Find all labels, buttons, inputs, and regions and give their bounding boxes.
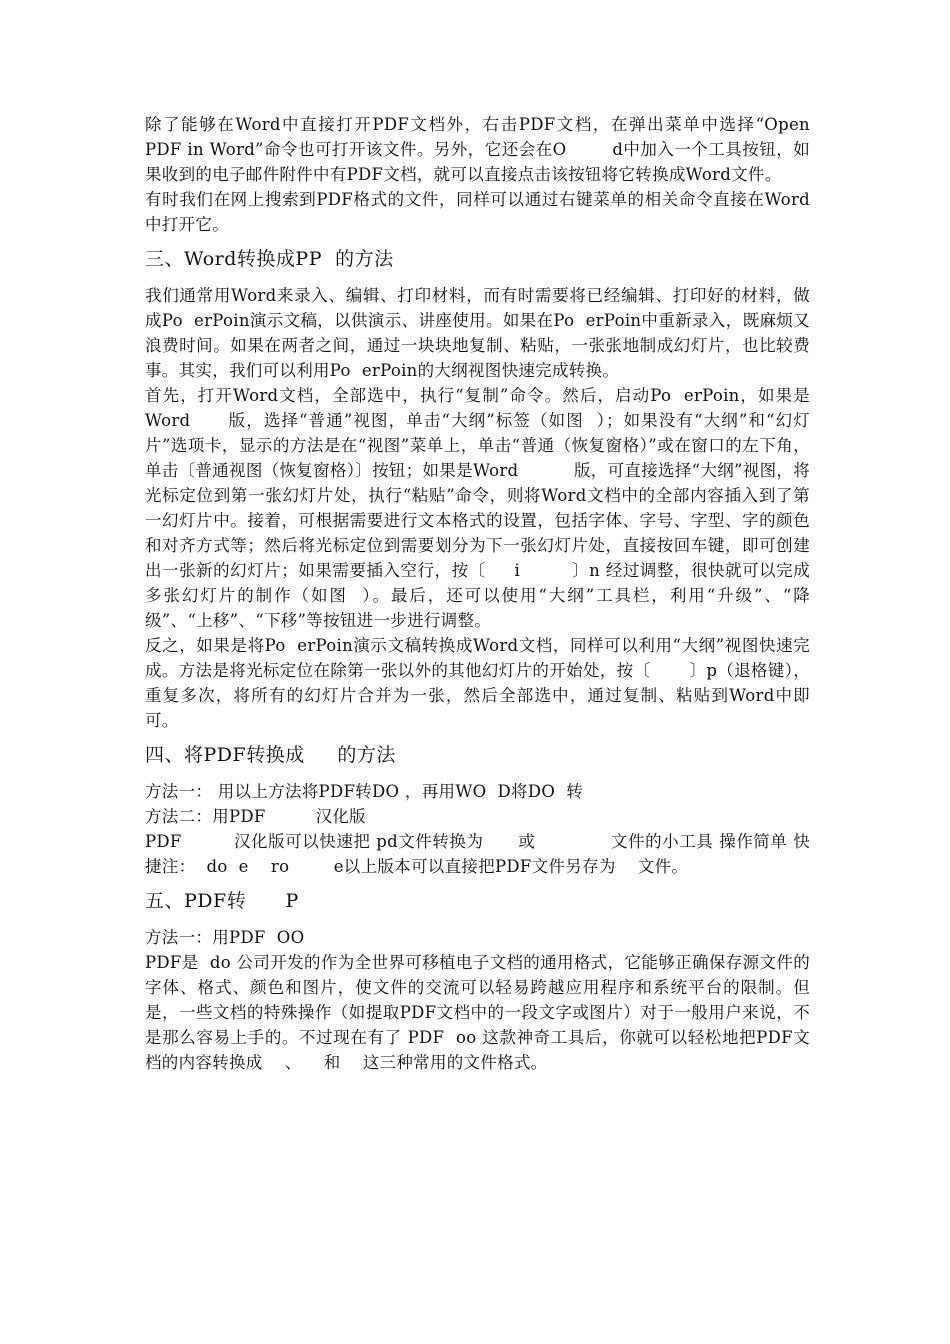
paragraph: PDF是 do 公司开发的作为全世界可移植电子文档的通用格式，它能够正确保存源文件的字体、格式、颜色和图片，使文件的交流可以轻易跨越应用程序和系统平台的限制。但是，一些文档的特殊操作（如提取PDF文档中的一段文字或图片）对于一般用户来说，不是那么容易上手的。不过现在有了 PDF oo 这款神奇工具后，你就可以轻松地把PDF文档的内容转换成 、 和 这三种常用的文件格式。 xyxy=(145,953,810,1072)
section-heading: 四、将PDF转换成 的方法 xyxy=(145,744,396,766)
section-intro xyxy=(145,112,816,237)
paragraph: 方法一：用PDF OO xyxy=(145,928,305,947)
paragraph: 方法一： 用以上方法将PDF转DO ，再用WO D将DO 转 xyxy=(145,782,584,801)
section-heading: 五、PDF转 P xyxy=(145,890,299,912)
section-4 xyxy=(145,741,810,879)
paragraph: 除了能够在Word中直接打开PDF文档外，右击PDF文档，在弹出菜单中选择“Open PDF in Word”命令也可打开该文件。另外，它还会在O d中加入一个工具按钮，如果收到的电子邮件附件中有PDF文档，就可以直接点击该按钮将它转换成Word文件。 xyxy=(145,115,816,184)
paragraph: 首先，打开Word文档，全部选中，执行“复制”命令。然后，启动Po erPoin，如果是Word 版，选择“普通”视图，单击“大纲”标签（如图 ）；如果没有“大纲”和“幻灯片”选项卡，显示的方法是在“视图”菜单上，单击“普通（恢复窗格）”或在窗口的左下角，单击〔普通视图（恢复窗格）〕按钮；如果是Word 版，可直接选择“大纲”视图，将光标定位到第一张幻灯片处，执行“粘贴”命令，则将Word文档中的全部内容插入到了第一幻灯片中。接着，可根据需要进行文本格式的设置，包括字体、字号、字型、字的颜色和对齐方式等；然后将光标定位到需要划分为下一张幻灯片处，直接按回车键，即可创建出一张新的幻灯片；如果需要插入空行，按〔 i 〕n 经过调整，很快就可以完成多张幻灯片的制作（如图 ）。最后，还可以使用“大纲”工具栏，利用“升级”、“降级”、“上移”、“下移”等按钮进一步进行调整。 xyxy=(145,386,810,630)
paragraph: 我们通常用Word来录入、编辑、打印材料，而有时需要将已经编辑、打印好的材料，做成Po erPoin演示文稿，以供演示、讲座使用。如果在Po erPoin中重新录入，既麻烦又浪费时间。如果在两者之间，通过一块块地复制、粘贴，一张张地制成幻灯片，也比较费事。其实，我们可以利用Po erPoin的大纲视图快速完成转换。 xyxy=(145,286,810,380)
section-5 xyxy=(145,887,810,1075)
paragraph: 方法二：用PDF 汉化版 xyxy=(145,807,366,826)
section-3 xyxy=(145,245,810,733)
paragraph: 反之，如果是将Po erPoin演示文稿转换成Word文档，同样可以利用“大纲”视图快速完成。方法是将光标定位在除第一张以外的其他幻灯片的开始处，按〔 〕p（退格键），重复多次，将所有的幻灯片合并为一张，然后全部选中，通过复制、粘贴到Word中即可。 xyxy=(145,636,810,730)
document-body xyxy=(145,112,816,1075)
section-heading: 三、Word转换成PP 的方法 xyxy=(145,248,394,270)
paragraph: PDF 汉化版可以快速把 pd文件转换为 或 文件的小工具 操作简单 快捷注： do e ro e以上版本可以直接把PDF文件另存为 文件。 xyxy=(145,832,810,876)
paragraph: 有时我们在网上搜索到PDF格式的文件，同样可以通过右键菜单的相关命令直接在Word中打开它。 xyxy=(145,190,810,234)
